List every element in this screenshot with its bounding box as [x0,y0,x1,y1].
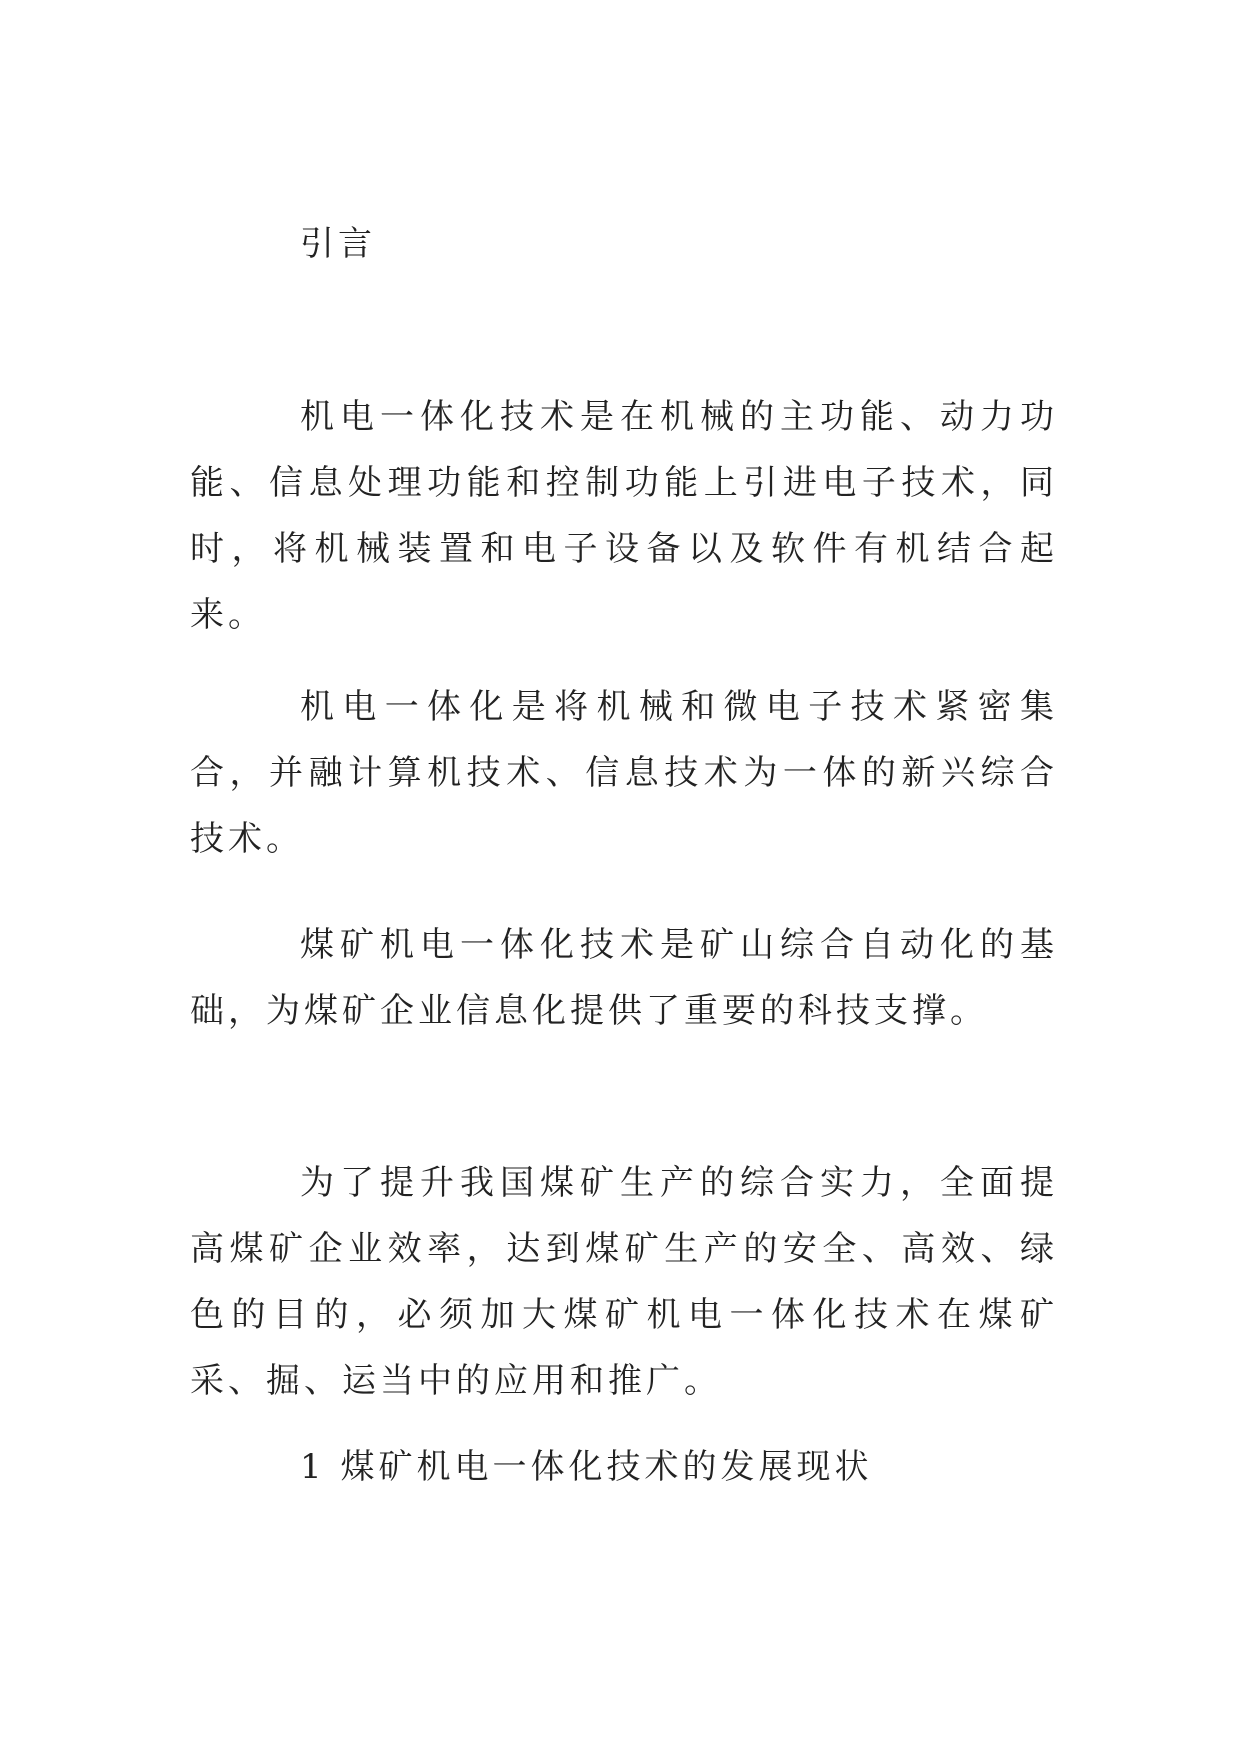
section1-heading: 1 煤矿机电一体化技术的发展现状 [300,1447,873,1487]
paragraph-coal-mine-foundation: 煤矿机电一体化技术是矿山综合自动化的基础，为煤矿企业信息化提供了重要的科技支撑。 [190,925,1058,1031]
paragraph-coal-mine-promotion: 为了提升我国煤矿生产的综合实力，全面提高煤矿企业效率，达到煤矿生产的安全、高效、绿色的目的，必须加大煤矿机电一体化技术在煤矿采、掘、运当中的应用和推广。 [190,1163,1058,1401]
paragraph-mechatronics-integration: 机电一体化是将机械和微电子技术紧密集合，并融计算机技术、信息技术为一体的新兴综合技术。 [190,687,1058,859]
intro-heading: 引言 [300,224,376,264]
paragraph-mechatronics-definition: 机电一体化技术是在机械的主功能、动力功能、信息处理功能和控制功能上引进电子技术，同时，将机械装置和电子设备以及软件有机结合起来。 [190,397,1058,635]
